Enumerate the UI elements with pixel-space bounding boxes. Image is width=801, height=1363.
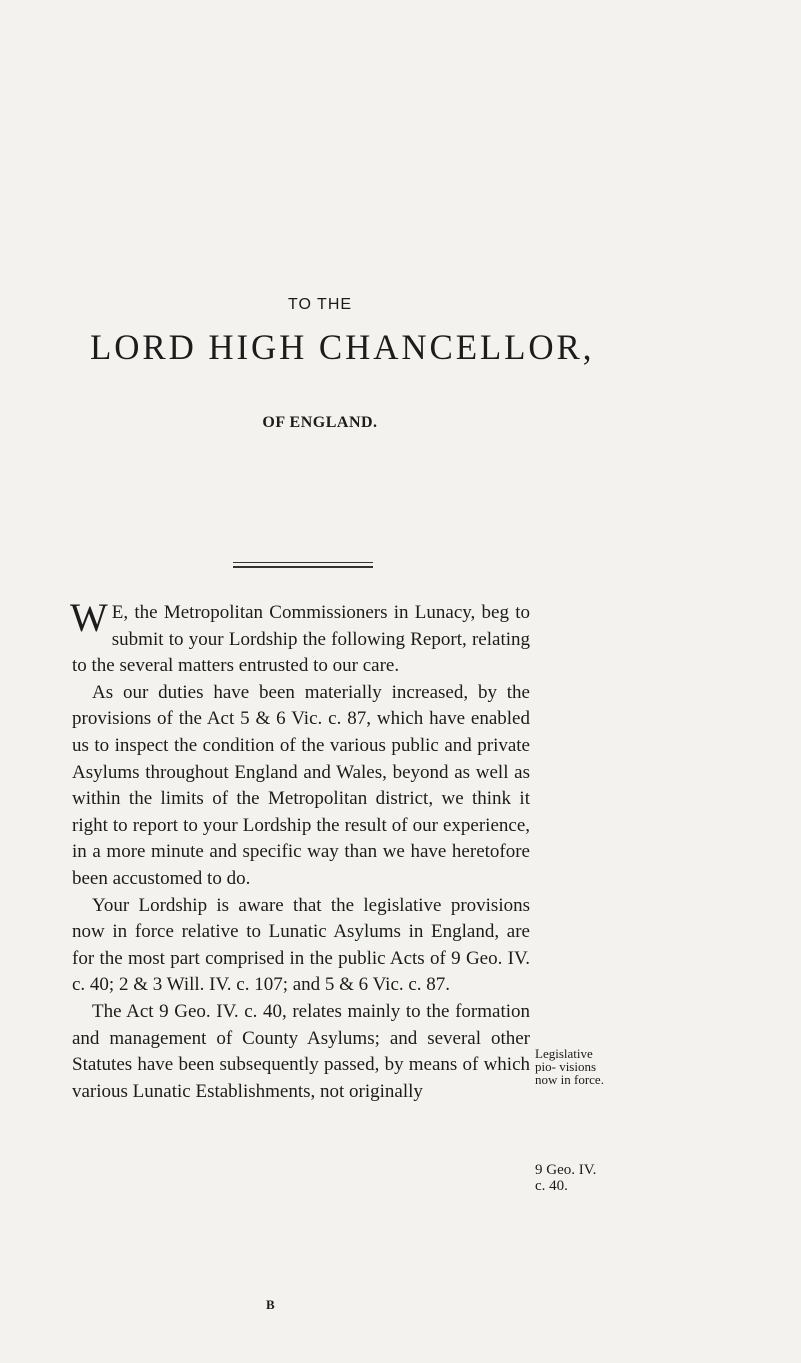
margin-note-act: 9 Geo. IV. c. 40. [535, 1162, 597, 1194]
heading-to: TO THE [287, 296, 353, 313]
divider-rule-thick [233, 566, 373, 568]
drop-cap: W [70, 595, 108, 640]
paragraph-1-text: E, the Metropolitan Commissioners in Lunacy, beg to submit to your Lordship the following Report, relating to the several matters entrusted to our care. [72, 602, 530, 677]
paragraph-2: As our duties have been materially increased, by the provisions of the Act 5 & 6 Vic. c. 87, which have enabled us to inspect the condition of the various public and private Asylums throughout England and Wales, beyond as well as within the limits of the Metropolitan district, we think it right to report to your Lordship the result of our experience, in a more minute and specific way than we have heretofore been accustomed to do. [72, 681, 530, 889]
signature-mark: B [266, 1297, 275, 1312]
heading-main: LORD HIGH CHANCELLOR, [90, 327, 595, 367]
paragraph-1 [70, 595, 530, 680]
divider-rule-thin [233, 562, 373, 563]
paragraph-3: Your Lordship is aware that the legislative provisions now in force relative to Lunatic Asylums in England, are for the most part comprised in the public Acts of 9 Geo. IV. c. 40; 2 & 3 Will. IV. c. 107; and 5 & 6 Vic. c. 87. [72, 894, 530, 996]
body-text [70, 595, 530, 1105]
paragraph-4: The Act 9 Geo. IV. c. 40, relates mainly to the formation and management of County Asylums; and several other Statutes have been subsequently passed, by means of which various Lunatic Establishments, not originally [72, 1000, 530, 1102]
heading-sub: OF ENGLAND. [262, 414, 378, 431]
margin-note-legislative: Legislative pio- visions now in force. [535, 1046, 604, 1087]
